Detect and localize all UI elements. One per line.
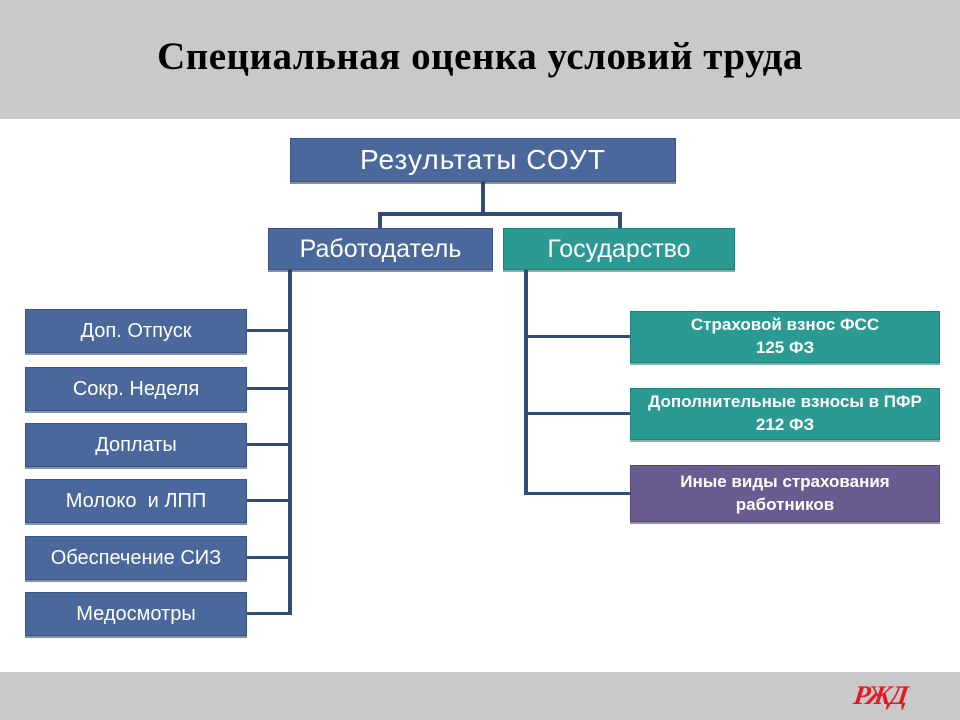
employer-item-siz: Обеспечение СИЗ	[25, 536, 247, 580]
state-box: Государство	[503, 228, 735, 270]
connector-branch	[245, 329, 292, 332]
state-item-fss	[630, 311, 940, 363]
connector-branch	[245, 612, 292, 615]
employer-item-extra-pay: Доплаты	[25, 423, 247, 467]
employer-box: Работодатель	[268, 228, 493, 270]
connector-stub-state	[618, 212, 622, 229]
state-item-line: 212 ФЗ	[755, 415, 815, 434]
rzd-logo-icon: РЖД	[851, 679, 909, 710]
connector-branch	[245, 387, 292, 390]
root-box-results-sout: Результаты СОУТ	[290, 138, 676, 182]
employer-item-medical-exams: Медосмотры	[25, 592, 247, 636]
state-item-line: Страховой взнос ФСС	[690, 315, 880, 335]
footer-band	[0, 672, 960, 720]
state-item-line: 125 ФЗ	[755, 338, 815, 357]
connector-trunk-state	[524, 270, 528, 495]
state-item-other-insurance	[630, 465, 940, 522]
connector-branch	[245, 499, 292, 502]
connector-branch	[524, 335, 630, 338]
connector-stub-employer	[378, 212, 382, 229]
connector-branch	[524, 412, 630, 415]
state-item-line: Иные виды страхования	[680, 471, 890, 491]
employer-item-short-week: Сокр. Неделя	[25, 367, 247, 411]
rzd-logo	[846, 678, 914, 712]
employer-item-milk-lpp: Молоко и ЛПП	[25, 479, 247, 523]
connector-root-stem	[481, 182, 485, 214]
state-item-line: работников	[735, 494, 835, 514]
state-item-pfr	[630, 388, 940, 440]
employer-item-extra-vacation: Доп. Отпуск	[25, 309, 247, 353]
connector-branch	[245, 556, 292, 559]
state-item-line: Дополнительные взносы в ПФР	[648, 392, 922, 412]
connector-branch	[524, 492, 630, 495]
slide-title: Специальная оценка условий труда	[157, 35, 803, 78]
connector-branch	[245, 443, 292, 446]
connector-top-bar	[378, 212, 622, 216]
